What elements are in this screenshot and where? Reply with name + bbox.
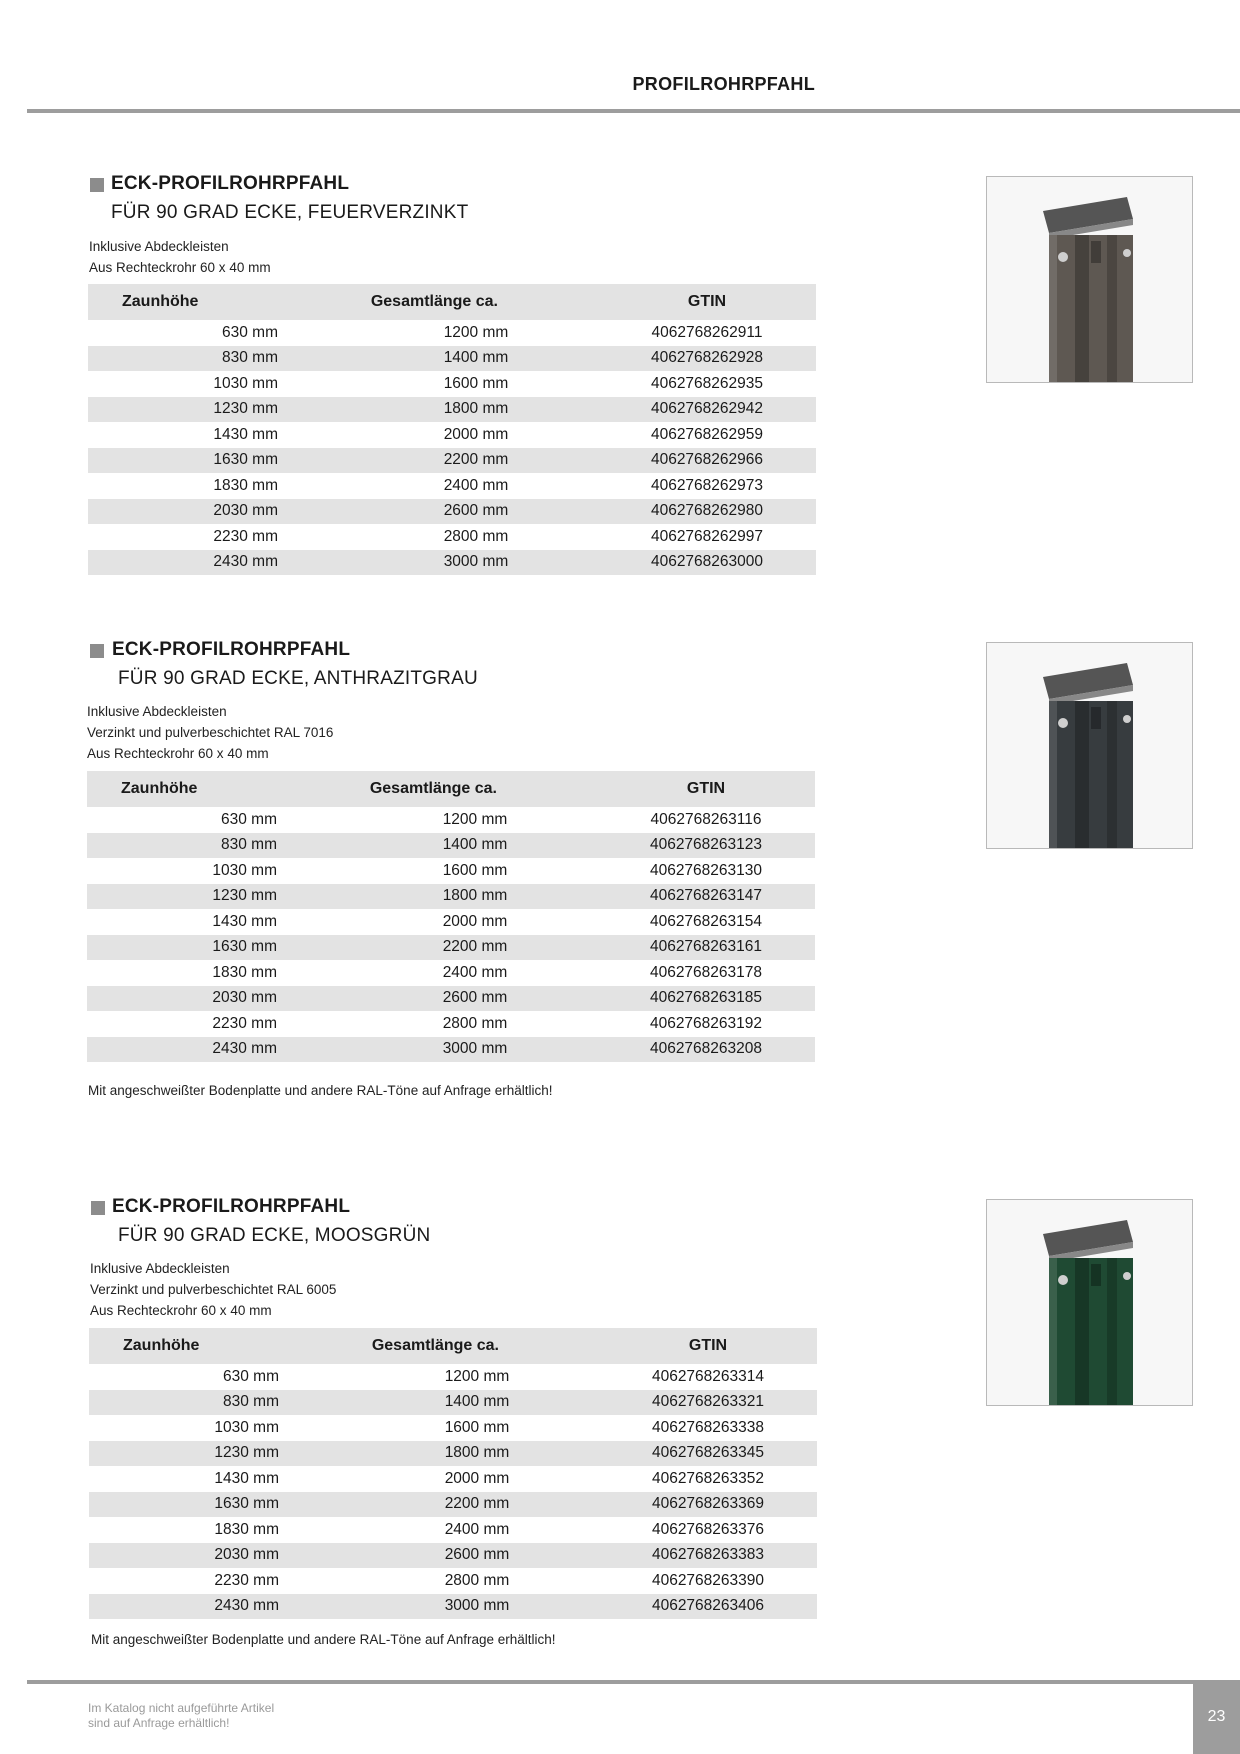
cell-text: 1200 mm (443, 323, 509, 341)
table-header-row (87, 771, 815, 807)
cell-text: 2430 mm (214, 1597, 279, 1615)
cell-gesamtlaenge (279, 1415, 599, 1441)
cell-zaunhoehe (87, 909, 277, 935)
cell-text: 2400 mm (444, 1520, 510, 1538)
table-row (89, 1390, 817, 1416)
table-row (88, 448, 816, 474)
cell-text: 630 mm (223, 1367, 279, 1385)
cell-text: 1630 mm (214, 1495, 279, 1513)
section-subtitle: FÜR 90 GRAD ECKE, MOOSGRÜN (118, 1225, 431, 1246)
cell-gesamtlaenge (278, 550, 598, 576)
table-row (87, 807, 815, 833)
cell-zaunhoehe (89, 1517, 279, 1543)
cell-zaunhoehe (87, 1011, 277, 1037)
cell-gtin: 4062768263369 (599, 1492, 817, 1518)
description-line: Verzinkt und pulverbeschichtet RAL 7016 (87, 725, 334, 740)
cell-text: 2430 mm (213, 553, 278, 571)
cell-gtin: 4062768263345 (599, 1441, 817, 1467)
cell-gesamtlaenge (279, 1492, 599, 1518)
cell-text: 1230 mm (212, 887, 277, 905)
cell-text: 1800 mm (444, 1444, 510, 1462)
cell-text: 1630 mm (213, 451, 278, 469)
table-row (89, 1568, 817, 1594)
cell-gesamtlaenge (279, 1543, 599, 1569)
table-row (88, 371, 816, 397)
table-header-row (88, 284, 816, 320)
cell-gesamtlaenge (278, 524, 598, 550)
section-title: ECK-PROFILROHRPFAHL (111, 173, 350, 194)
column-header-zaunhoehe (87, 771, 277, 807)
cell-text: 1230 mm (214, 1444, 279, 1462)
cell-gtin: 4062768263123 (597, 833, 815, 859)
footer-note (88, 1701, 274, 1731)
cell-text: 630 mm (221, 810, 277, 828)
cell-text: 2600 mm (444, 1546, 510, 1564)
cell-text: 2400 mm (443, 476, 509, 494)
cell-text: 1430 mm (214, 1469, 279, 1487)
cell-gesamtlaenge (278, 371, 598, 397)
cell-text: 1400 mm (443, 349, 509, 367)
cell-text: 2200 mm (443, 451, 509, 469)
corner-post-image (987, 1200, 1192, 1405)
table-row (87, 960, 815, 986)
cell-text: 2600 mm (442, 989, 508, 1007)
table-row (88, 473, 816, 499)
cell-text: 1430 mm (213, 425, 278, 443)
product-photo (986, 642, 1193, 849)
table-row (88, 320, 816, 346)
cell-zaunhoehe (87, 884, 277, 910)
corner-post-image (987, 643, 1192, 848)
table-row (88, 524, 816, 550)
cell-gtin: 4062768263390 (651, 1571, 765, 1589)
footer-note-line-2: sind auf Anfrage erhältlich! (88, 1716, 230, 1730)
cell-gtin: 4062768263178 (649, 963, 763, 981)
table-row (89, 1594, 817, 1620)
cell-text: 1200 mm (444, 1367, 510, 1385)
cell-text: 1200 mm (442, 810, 508, 828)
cell-zaunhoehe (87, 858, 277, 884)
cell-gtin: 4062768262942 (598, 397, 816, 423)
cell-gesamtlaenge (278, 397, 598, 423)
cell-text: 1430 mm (212, 912, 277, 930)
cell-gesamtlaenge (277, 986, 597, 1012)
corner-post-image (987, 177, 1192, 382)
cell-text: 1600 mm (443, 374, 509, 392)
cell-text: 2000 mm (444, 1469, 510, 1487)
cell-gtin: 4062768262980 (598, 499, 816, 525)
cell-text: 1400 mm (444, 1393, 510, 1411)
cell-gtin: 4062768263352 (651, 1469, 765, 1487)
cell-text: 2230 mm (213, 527, 278, 545)
cell-zaunhoehe (89, 1594, 279, 1620)
table-row (88, 550, 816, 576)
section-title: ECK-PROFILROHRPFAHL (112, 639, 351, 660)
cell-text: 2030 mm (212, 989, 277, 1007)
cell-gtin: 4062768263000 (598, 550, 816, 576)
cell-text: 1630 mm (212, 938, 277, 956)
product-photo (986, 176, 1193, 383)
cell-gtin: 4062768263321 (599, 1390, 817, 1416)
description-line: Verzinkt und pulverbeschichtet RAL 6005 (90, 1282, 337, 1297)
description-line: Aus Rechteckrohr 60 x 40 mm (90, 1303, 272, 1318)
table-header-row (89, 1328, 817, 1364)
cell-gesamtlaenge (278, 499, 598, 525)
cell-text: 3000 mm (442, 1040, 508, 1058)
cell-text: 1030 mm (212, 861, 277, 879)
cell-text: 2000 mm (442, 912, 508, 930)
page-number: 23 (1193, 1680, 1240, 1754)
cell-text: 2200 mm (442, 938, 508, 956)
table-row (89, 1492, 817, 1518)
cell-text: 1600 mm (442, 861, 508, 879)
cell-text: 1400 mm (442, 836, 508, 854)
cell-gtin: 4062768263314 (651, 1367, 765, 1385)
cell-text: 1830 mm (212, 963, 277, 981)
table-row (87, 833, 815, 859)
column-header-gtin: GTIN (599, 1328, 817, 1364)
cell-text: 1830 mm (213, 476, 278, 494)
cell-text: 2030 mm (214, 1546, 279, 1564)
cell-text: 2000 mm (443, 425, 509, 443)
cell-text: 1800 mm (442, 887, 508, 905)
cell-gesamtlaenge (279, 1466, 599, 1492)
section-subtitle: FÜR 90 GRAD ECKE, FEUERVERZINKT (111, 202, 469, 223)
cell-gesamtlaenge (279, 1517, 599, 1543)
cell-gesamtlaenge (277, 1037, 597, 1063)
cell-gtin: 4062768262935 (650, 374, 764, 392)
cell-text: 3000 mm (444, 1597, 510, 1615)
cell-gesamtlaenge (279, 1594, 599, 1620)
cell-text: 2600 mm (443, 502, 509, 520)
header-divider (27, 109, 1240, 113)
cell-zaunhoehe (88, 346, 278, 372)
cell-gesamtlaenge (277, 858, 597, 884)
cell-text: 1830 mm (214, 1520, 279, 1538)
cell-gtin: 4062768263406 (599, 1594, 817, 1620)
cell-gesamtlaenge (278, 422, 598, 448)
footer-note-line-1: Im Katalog nicht aufgeführte Artikel (88, 1701, 275, 1715)
cell-gtin: 4062768262966 (598, 448, 816, 474)
table-row (88, 346, 816, 372)
cell-gtin: 4062768263192 (649, 1014, 763, 1032)
cell-text: 3000 mm (443, 553, 509, 571)
table-row (87, 884, 815, 910)
table-row (89, 1415, 817, 1441)
column-header-gtin: GTIN (597, 771, 815, 807)
cell-gesamtlaenge (277, 935, 597, 961)
cell-gesamtlaenge (279, 1568, 599, 1594)
cell-gtin: 4062768263208 (597, 1037, 815, 1063)
table-row (87, 986, 815, 1012)
cell-gesamtlaenge (277, 884, 597, 910)
cell-gtin: 4062768263154 (649, 912, 763, 930)
column-header-gesamtlaenge (278, 284, 598, 320)
cell-gtin: 4062768263130 (649, 861, 763, 879)
section-description (89, 236, 271, 278)
cell-gesamtlaenge (277, 960, 597, 986)
cell-zaunhoehe (87, 935, 277, 961)
cell-text: 830 mm (222, 349, 278, 367)
cell-zaunhoehe (88, 320, 278, 346)
cell-zaunhoehe (87, 807, 277, 833)
cell-gtin: 4062768263185 (597, 986, 815, 1012)
description-line: Inklusive Abdeckleisten (87, 704, 227, 719)
description-line: Aus Rechteckrohr 60 x 40 mm (87, 746, 269, 761)
cell-text: 1030 mm (213, 374, 278, 392)
column-header-gesamtlaenge (277, 771, 597, 807)
cell-gesamtlaenge (277, 1011, 597, 1037)
cell-text: 2030 mm (213, 502, 278, 520)
cell-zaunhoehe (89, 1364, 279, 1390)
cell-zaunhoehe (88, 448, 278, 474)
description-line: Inklusive Abdeckleisten (89, 239, 229, 254)
cell-gtin: 4062768262959 (650, 425, 764, 443)
product-table (89, 1328, 817, 1619)
table-row (88, 499, 816, 525)
cell-text: 2800 mm (443, 527, 509, 545)
cell-zaunhoehe (89, 1466, 279, 1492)
description-line: Aus Rechteckrohr 60 x 40 mm (89, 260, 271, 275)
cell-text: 1030 mm (214, 1418, 279, 1436)
cell-gesamtlaenge (279, 1364, 599, 1390)
table-row (87, 1011, 815, 1037)
table-row (87, 858, 815, 884)
cell-zaunhoehe (87, 1037, 277, 1063)
cell-gtin: 4062768263161 (597, 935, 815, 961)
cell-gesamtlaenge (279, 1390, 599, 1416)
table-row (89, 1364, 817, 1390)
column-header-label: Zaunhöhe (123, 1337, 200, 1354)
cell-zaunhoehe (89, 1390, 279, 1416)
column-header-zaunhoehe (89, 1328, 279, 1364)
cell-zaunhoehe (88, 473, 278, 499)
section-subtitle: FÜR 90 GRAD ECKE, ANTHRAZITGRAU (118, 668, 478, 689)
cell-gtin: 4062768262997 (650, 527, 764, 545)
section-bullet-square (90, 644, 104, 658)
product-table (88, 284, 816, 575)
table-row (89, 1441, 817, 1467)
table-row (87, 1037, 815, 1063)
cell-zaunhoehe (87, 986, 277, 1012)
description-line: Inklusive Abdeckleisten (90, 1261, 230, 1276)
cell-text: 1600 mm (444, 1418, 510, 1436)
cell-gtin: 4062768263116 (650, 810, 762, 828)
column-header-label: Gesamtlänge ca. (370, 293, 498, 310)
table-row (89, 1466, 817, 1492)
cell-gtin: 4062768262928 (598, 346, 816, 372)
column-header-label: Zaunhöhe (122, 293, 199, 310)
cell-zaunhoehe (88, 371, 278, 397)
section-description (87, 701, 333, 764)
table-row (88, 397, 816, 423)
cell-zaunhoehe (87, 833, 277, 859)
cell-text: 2800 mm (442, 1014, 508, 1032)
product-photo (986, 1199, 1193, 1406)
column-header-gesamtlaenge (279, 1328, 599, 1364)
cell-gtin: 4062768263147 (597, 884, 815, 910)
column-header-label: Gesamtlänge ca. (369, 780, 497, 797)
cell-zaunhoehe (89, 1441, 279, 1467)
cell-zaunhoehe (89, 1492, 279, 1518)
column-header-gtin: GTIN (598, 284, 816, 320)
column-header-label: Zaunhöhe (121, 780, 198, 797)
cell-text: 2230 mm (214, 1571, 279, 1589)
table-row (88, 422, 816, 448)
cell-zaunhoehe (88, 499, 278, 525)
table-row (87, 935, 815, 961)
page-header-title: PROFILROHRPFAHL (632, 74, 815, 94)
cell-text: 2430 mm (212, 1040, 277, 1058)
cell-zaunhoehe (87, 960, 277, 986)
cell-gesamtlaenge (278, 320, 598, 346)
section-bullet-square (91, 1201, 105, 1215)
cell-zaunhoehe (88, 550, 278, 576)
cell-gtin: 4062768262973 (650, 476, 764, 494)
cell-gtin: 4062768262911 (651, 323, 763, 341)
cell-gesamtlaenge (278, 473, 598, 499)
cell-zaunhoehe (89, 1568, 279, 1594)
cell-gtin: 4062768263338 (651, 1418, 765, 1436)
cell-text: 2400 mm (442, 963, 508, 981)
cell-zaunhoehe (89, 1543, 279, 1569)
section-bullet-square (90, 178, 104, 192)
footer-divider (27, 1680, 1194, 1684)
section-description (90, 1258, 336, 1321)
cell-text: 630 mm (222, 323, 278, 341)
cell-zaunhoehe (88, 422, 278, 448)
cell-gesamtlaenge (278, 346, 598, 372)
cell-zaunhoehe (88, 397, 278, 423)
cell-text: 2200 mm (444, 1495, 510, 1513)
cell-text: 2230 mm (212, 1014, 277, 1032)
availability-note: Mit angeschweißter Bodenplatte und andere RAL-Töne auf Anfrage erhältlich! (88, 1083, 553, 1098)
cell-text: 2800 mm (444, 1571, 510, 1589)
product-table (87, 771, 815, 1062)
section-title: ECK-PROFILROHRPFAHL (112, 1196, 351, 1217)
table-row (89, 1517, 817, 1543)
cell-gtin: 4062768263383 (599, 1543, 817, 1569)
cell-gtin: 4062768263376 (651, 1520, 765, 1538)
cell-zaunhoehe (88, 524, 278, 550)
table-row (89, 1543, 817, 1569)
cell-gesamtlaenge (279, 1441, 599, 1467)
table-row (87, 909, 815, 935)
cell-text: 1800 mm (443, 400, 509, 418)
cell-zaunhoehe (89, 1415, 279, 1441)
cell-gesamtlaenge (277, 807, 597, 833)
column-header-label: Gesamtlänge ca. (371, 1337, 499, 1354)
cell-gesamtlaenge (278, 448, 598, 474)
cell-text: 1230 mm (213, 400, 278, 418)
cell-text: 830 mm (223, 1393, 279, 1411)
cell-text: 830 mm (221, 836, 277, 854)
cell-gesamtlaenge (277, 909, 597, 935)
availability-note: Mit angeschweißter Bodenplatte und andere RAL-Töne auf Anfrage erhältlich! (91, 1632, 556, 1647)
column-header-zaunhoehe (88, 284, 278, 320)
cell-gesamtlaenge (277, 833, 597, 859)
